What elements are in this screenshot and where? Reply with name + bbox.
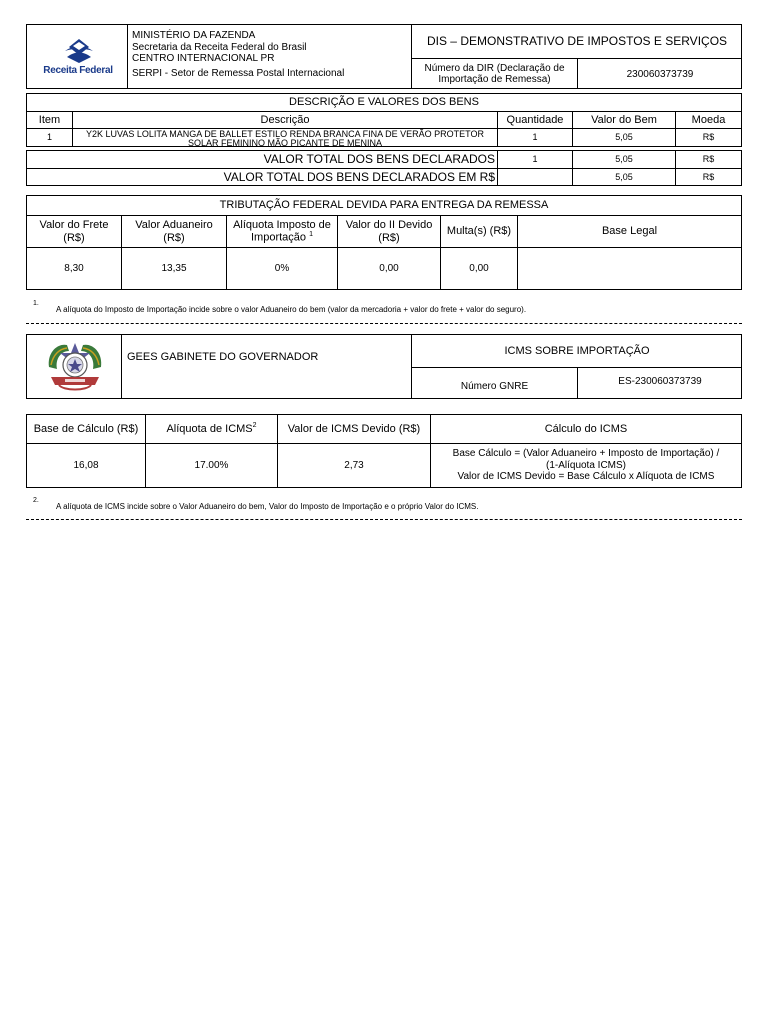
total-declared-currency: R$ (702, 153, 715, 164)
import-rate-header (227, 216, 337, 247)
ii-due-value: 0,00 (379, 263, 399, 274)
org-secretariat: Secretaria da Receita Federal do Brasil (132, 41, 307, 53)
customs-value: 13,35 (161, 263, 187, 274)
totals-table (26, 150, 742, 186)
org-sector: SERPI - Setor de Remessa Postal Internacional (132, 67, 345, 79)
dashed-separator-2 (26, 519, 742, 520)
logo-text: Receita Federal (43, 65, 113, 76)
dir-label: Número da DIR (Declaração de Importação de Remessa) (424, 63, 565, 85)
icms-calc-line-2: (1-Alíquota ICMS) (545, 459, 627, 471)
goods-row-quantity: 1 (532, 132, 538, 143)
goods-row-item: 1 (46, 132, 52, 143)
dashed-separator-1 (26, 323, 742, 324)
goods-section-title: DESCRIÇÃO E VALORES DOS BENS (289, 96, 479, 109)
fines-header: Multa(s) (R$) (446, 225, 512, 238)
ii-due-header: Valor do II Devido (R$) (345, 219, 433, 244)
icms-rate-header (146, 415, 277, 443)
import-rate-header-text: Alíquota Imposto de Importação (233, 219, 331, 244)
dir-number: 230060373739 (626, 68, 694, 80)
footnote-1-text: A alíquota do Imposto de Importação incide sobre o valor Aduaneiro do bem (valor da mercadoria + valor do frete + valor do seguro). (56, 305, 527, 314)
goods-row-value: 5,05 (615, 132, 633, 143)
federal-tax-title: TRIBUTAÇÃO FEDERAL DEVIDA PARA ENTREGA DA REMESSA (219, 199, 549, 212)
total-declared-value: 5,05 (615, 153, 633, 164)
freight-header: Valor do Frete (R$) (39, 219, 109, 244)
icms-due-header: Valor de ICMS Devido (R$) (287, 422, 421, 435)
icms-calc-line-3: Valor de ICMS Devido = Base Cálculo x Alíquota de ICMS (457, 471, 715, 483)
goods-header-description: Descrição (260, 113, 310, 126)
legal-basis-header: Base Legal (601, 225, 658, 238)
footnote-2-text: A alíquota de ICMS incide sobre o Valor Aduaneiro do bem, Valor do Imposto de Importação e o próprio Valor do ICMS. (56, 502, 479, 511)
icms-title: ICMS SOBRE IMPORTAÇÃO (504, 344, 650, 357)
icms-rate-header-text: Alíquota de ICMS (166, 423, 253, 436)
icms-calc-header: Cálculo do ICMS (544, 422, 628, 435)
coat-of-arms (45, 339, 105, 395)
gnre-number: ES-230060373739 (618, 376, 702, 387)
goods-table (26, 93, 742, 147)
org-lines (132, 30, 408, 79)
icms-rate-note-marker: 2 (252, 422, 257, 430)
footnote-1-marker: 1. (33, 300, 39, 307)
receita-federal-logo (35, 35, 121, 81)
total-declared-quantity: 1 (532, 153, 538, 164)
import-rate-note-marker: 1 (309, 231, 313, 239)
icms-base-header: Base de Cálculo (R$) (33, 422, 139, 435)
org-ministry: MINISTÉRIO DA FAZENDA (132, 30, 256, 41)
total-declared-brl-currency: R$ (702, 171, 715, 182)
icms-due-value: 2,73 (344, 460, 364, 471)
total-declared-brl-value: 5,05 (615, 171, 633, 182)
receita-federal-emblem-icon (35, 35, 121, 65)
espirito-santo-coat-of-arms-icon (45, 339, 105, 395)
state-agency: GEES GABINETE DO GOVERNADOR (127, 350, 319, 363)
footnote-2-marker: 2. (33, 497, 39, 504)
legal-basis-value (518, 248, 741, 289)
icms-calc-formula (431, 444, 741, 487)
icms-table (26, 414, 742, 488)
goods-header-item: Item (38, 113, 61, 126)
gnre-label: Número GNRE (460, 380, 529, 392)
federal-tax-table (26, 195, 742, 290)
import-rate-value: 0% (274, 263, 290, 274)
document-title: DIS – DEMONSTRATIVO DE IMPOSTOS E SERVIÇOS (426, 33, 728, 48)
icms-calc-line-1: Base Cálculo = (Valor Aduaneiro + Imposto de Importação) / (452, 448, 720, 460)
total-declared-label: VALOR TOTAL DOS BENS DECLARADOS (263, 151, 495, 166)
goods-row-currency: R$ (702, 132, 715, 143)
freight-value: 8,30 (64, 263, 84, 274)
goods-header-currency: Moeda (691, 113, 726, 126)
total-declared-brl-label: VALOR TOTAL DOS BENS DECLARADOS EM R$ (223, 169, 495, 184)
header-block (26, 24, 742, 89)
icms-base-value: 16,08 (73, 460, 99, 471)
icms-rate-value: 17.00% (194, 460, 229, 471)
goods-header-quantity: Quantidade (506, 113, 564, 126)
state-block (26, 334, 742, 399)
fines-value: 0,00 (469, 263, 489, 274)
goods-row-description: Y2K LUVAS LOLITA MANGA DE BALLET ESTILO RENDA BRANCA FINA DE VERÃO PROTETOR SOLAR FEMININO MÃO PICANTE DE MENINA (86, 129, 484, 147)
customs-value-header: Valor Aduaneiro (R$) (135, 219, 213, 244)
org-center: CENTRO INTERNACIONAL PR (132, 53, 275, 64)
goods-header-value: Valor do Bem (591, 113, 657, 126)
